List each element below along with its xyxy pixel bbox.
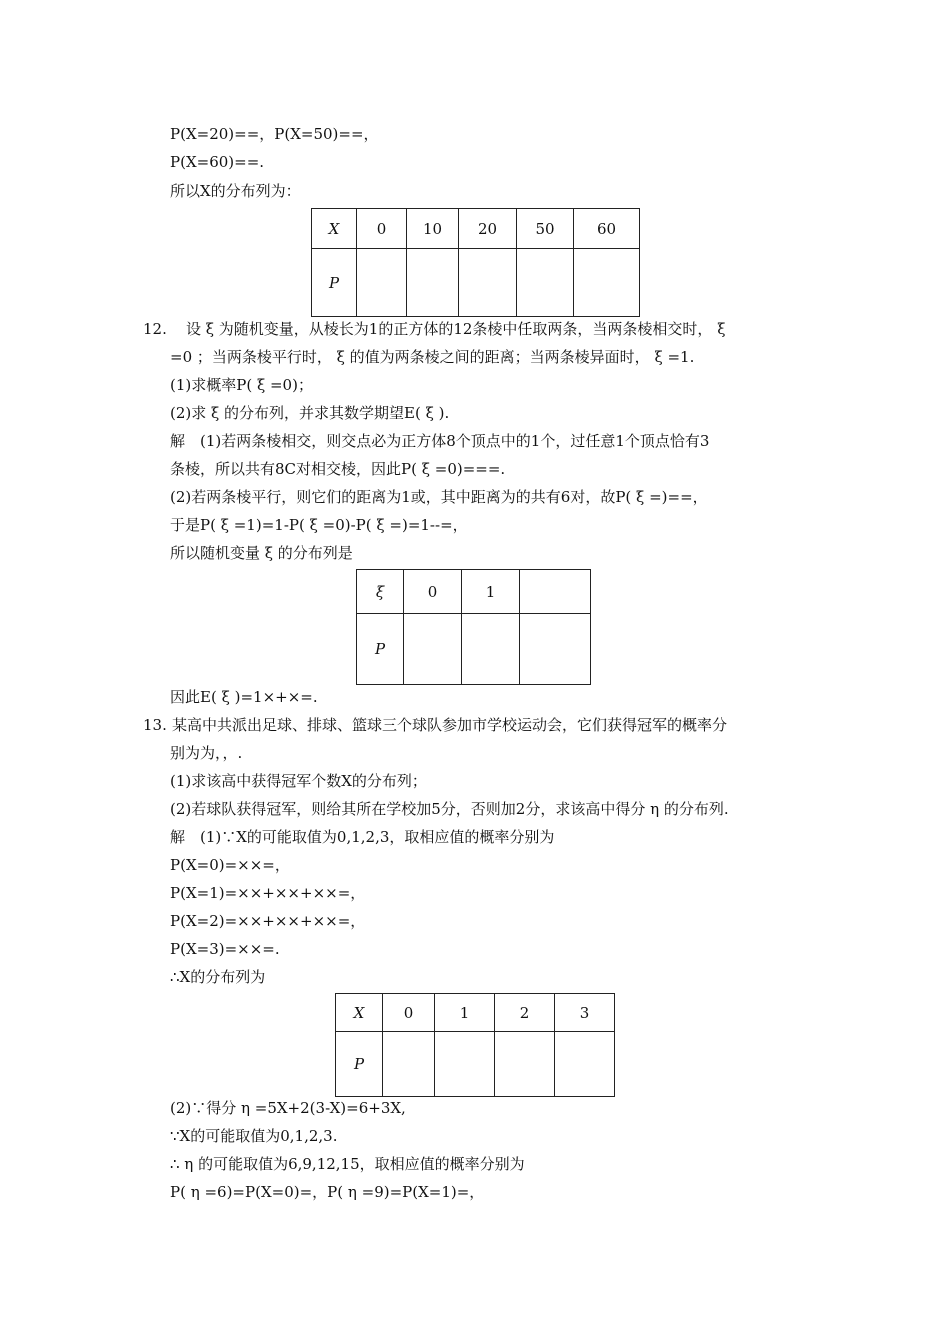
text-line: P( η =6)=P(X=0)=，P( η =9)=P(X=1)=， — [170, 1183, 485, 1201]
text-line: 于是P( ξ =1)=1-P( ξ =0)-P( ξ =)=1--=， — [170, 516, 468, 534]
table-cell: 60 — [574, 209, 640, 249]
table-cell: 2 — [495, 994, 555, 1032]
table-cell: 10 — [407, 209, 459, 249]
question-number: 13. — [143, 716, 167, 734]
text-line: 所以X的分布列为： — [170, 182, 301, 200]
text-line: (2)求 ξ 的分布列，并求其数学期望E( ξ ). — [170, 404, 450, 422]
text-line: 所以随机变量 ξ 的分布列是 — [170, 544, 353, 562]
table-cell — [383, 1032, 435, 1097]
table-cell — [517, 249, 574, 317]
table-cell: 50 — [517, 209, 574, 249]
table-cell: 1 — [435, 994, 495, 1032]
table-cell: P — [357, 614, 404, 685]
table-cell — [574, 249, 640, 317]
text-line: (1)求该高中获得冠军个数X的分布列； — [170, 772, 427, 790]
table-cell: 0 — [357, 209, 407, 249]
text-line: 解 (1)若两条棱相交，则交点必为正方体8个顶点中的1个，过任意1个顶点恰有3 — [170, 432, 710, 450]
table-cell — [495, 1032, 555, 1097]
table-cell: ξ — [357, 570, 404, 614]
table-cell: P — [312, 249, 357, 317]
table-cell — [407, 249, 459, 317]
table-cell: X — [336, 994, 383, 1032]
text-line: P(X=60)==. — [170, 153, 265, 171]
text-line: (2)若两条棱平行，则它们的距离为1或，其中距离为的共有6对，故P( ξ =)==， — [170, 488, 708, 506]
text-line: 某高中共派出足球、排球、篮球三个球队参加市学校运动会，它们获得冠军的概率分 — [172, 716, 728, 734]
table-cell — [462, 614, 520, 685]
table-cell: 20 — [459, 209, 517, 249]
distribution-table-2 — [356, 569, 591, 685]
text-line: =0 ；当两条棱平行时， ξ 的值为两条棱之间的距离；当两条棱异面时， ξ =1. — [170, 348, 695, 366]
table-cell — [459, 249, 517, 317]
distribution-table-3 — [335, 993, 615, 1097]
table-cell — [520, 614, 591, 685]
text-line: 条棱，所以共有8C对相交棱，因此P( ξ =0)===. — [170, 460, 506, 478]
text-line: P(X=2)=××+××+××=， — [170, 912, 366, 930]
text-line: P(X=20)==，P(X=50)==， — [170, 125, 379, 143]
question-number: 12. — [143, 320, 167, 338]
text-line: ∴ η 的可能取值为6,9,12,15，取相应值的概率分别为 — [170, 1155, 525, 1173]
text-line: (2)∵得分 η =5X+2(3-X)=6+3X, — [170, 1099, 406, 1117]
text-line: 解 (1)∵X的可能取值为0,1,2,3，取相应值的概率分别为 — [170, 828, 555, 846]
text-line: P(X=1)=××+××+××=， — [170, 884, 366, 902]
table-cell — [404, 614, 462, 685]
table-cell — [520, 570, 591, 614]
table-cell: 1 — [462, 570, 520, 614]
table-cell — [435, 1032, 495, 1097]
table-cell: 3 — [555, 994, 615, 1032]
text-line: (1)求概率P( ξ =0)； — [170, 376, 313, 394]
text-line: 别为为，，. — [170, 744, 243, 762]
table-cell — [555, 1032, 615, 1097]
text-line: P(X=3)=××=. — [170, 940, 280, 958]
text-line: ∵X的可能取值为0,1,2,3. — [170, 1127, 338, 1145]
text-line: 设 ξ 为随机变量，从棱长为1的正方体的12条棱中任取两条，当两条棱相交时， ξ — [186, 320, 726, 338]
table-cell: X — [312, 209, 357, 249]
table-cell: 0 — [383, 994, 435, 1032]
table-cell — [357, 249, 407, 317]
text-line: P(X=0)=××=， — [170, 856, 290, 874]
table-cell: 0 — [404, 570, 462, 614]
text-line: 因此E( ξ )=1×+×=. — [170, 688, 318, 706]
distribution-table-1 — [311, 208, 640, 317]
text-line: (2)若球队获得冠军，则给其所在学校加5分，否则加2分，求该高中得分 η 的分布列. — [170, 800, 729, 818]
text-line: ∴X的分布列为 — [170, 968, 266, 986]
table-cell: P — [336, 1032, 383, 1097]
